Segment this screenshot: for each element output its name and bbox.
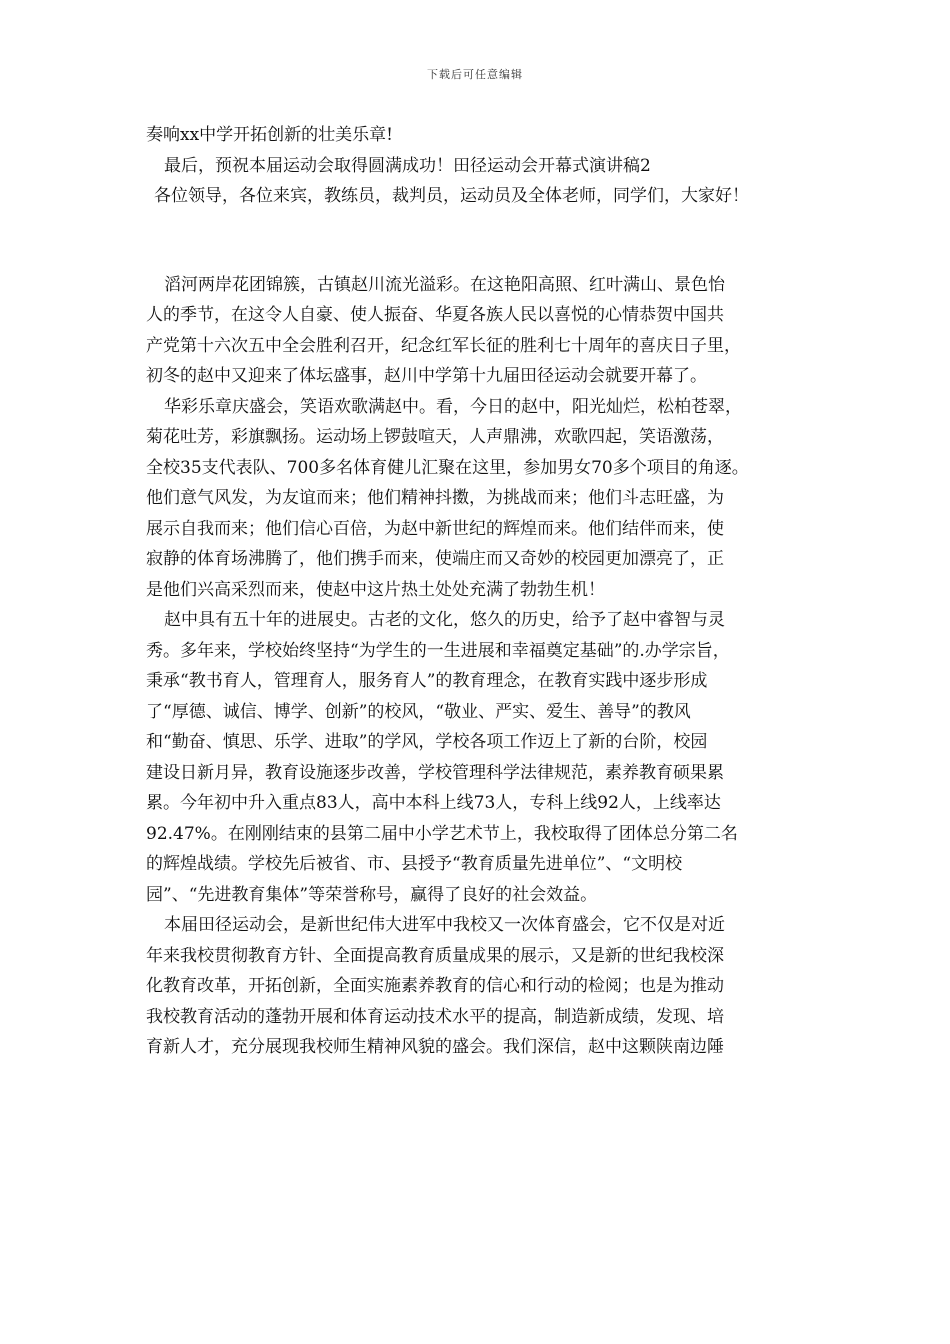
text-line: 和“勤奋、慎思、乐学、进取”的学风，学校各项工作迈上了新的台阶，校园 bbox=[146, 732, 708, 752]
text-line: 化教育改革，开拓创新，全面实施素养教育的信心和行动的检阅；也是为推动 bbox=[146, 976, 724, 996]
text-line: 建设日新月异，教育设施逐步改善，学校管理科学法律规范，素养教育硕果累 bbox=[146, 762, 724, 783]
text-line: 各位领导，各位来宾，教练员，裁判员，运动员及全体老师，同学们，大家好！ bbox=[154, 186, 749, 206]
document-body bbox=[146, 120, 826, 1063]
text-line: 滔河两岸花团锦簇，古镇赵川流光溢彩。在这艳阳高照、红叶满山、景色怡 bbox=[164, 274, 725, 295]
paragraph-gap bbox=[146, 212, 826, 270]
text-line: 全校35支代表队、700多名体育健儿汇聚在这里，参加男女70多个项目的角逐。 bbox=[146, 457, 749, 478]
text-line: 产党第十六次五中全会胜利召开，纪念红军长征的胜利七十周年的喜庆日子里， bbox=[146, 335, 741, 356]
text-line: 他们意气风发，为友谊而来；他们精神抖擞，为挑战而来；他们斗志旺盛，为 bbox=[146, 488, 724, 508]
text-line: 初冬的赵中又迎来了体坛盛事，赵川中学第十九届田径运动会就要开幕了。 bbox=[146, 366, 707, 386]
text-line: 秉承“教书育人，管理育人，服务育人”的教育理念，在教育实践中逐步形成 bbox=[146, 671, 708, 691]
text-line: 寂静的体育场沸腾了，他们携手而来，使端庄而又奇妙的校园更加漂亮了，正 bbox=[146, 549, 724, 569]
text-line: 了“厚德、诚信、博学、创新”的校风，“敬业、严实、爱生、善导”的教风 bbox=[146, 701, 691, 722]
text-line: 奏响xx中学开拓创新的壮美乐章! bbox=[146, 125, 394, 145]
text-line: 人的季节，在这令人自豪、使人振奋、华夏各族人民以喜悦的心情恭贺中国共 bbox=[146, 305, 724, 325]
text-line: 本届田径运动会，是新世纪伟大进军中我校又一次体育盛会，它不仅是对近 bbox=[164, 915, 725, 935]
text-line: 年来我校贯彻教育方针、全面提高教育质量成果的展示，又是新的世纪我校深 bbox=[146, 945, 724, 966]
text-line: 最后，预祝本届运动会取得圆满成功！田径运动会开幕式演讲稿2 bbox=[164, 155, 651, 176]
text-line: 秀。多年来，学校始终坚持“为学生的一生进展和幸福奠定基础”的.办学宗旨， bbox=[146, 640, 730, 661]
text-line: 菊花吐芳，彩旗飘扬。运动场上锣鼓喧天，人声鼎沸，欢歌四起，笑语激荡， bbox=[146, 427, 724, 447]
text-line: 育新人才，充分展现我校师生精神风貌的盛会。我们深信，赵中这颗陕南边陲 bbox=[146, 1037, 724, 1057]
page-header-note: 下载后可任意编辑 bbox=[427, 68, 523, 81]
text-line: 华彩乐章庆盛会，笑语欢歌满赵中。看，今日的赵中，阳光灿烂，松柏苍翠， bbox=[164, 396, 742, 417]
text-line: 我校教育活动的蓬勃开展和体育运动技术水平的提高，制造新成绩，发现、培 bbox=[146, 1006, 724, 1027]
text-line: 赵中具有五十年的进展史。古老的文化，悠久的历史，给予了赵中睿智与灵 bbox=[164, 610, 725, 630]
text-line: 92.47%。在刚刚结束的县第二届中小学艺术节上，我校取得了团体总分第二名 bbox=[146, 823, 738, 844]
text-line: 的辉煌战绩。学校先后被省、市、县授予“教育质量先进单位”、“文明校 bbox=[146, 854, 683, 874]
text-line: 是他们兴高采烈而来，使赵中这片热土处处充满了勃勃生机！ bbox=[146, 579, 605, 600]
text-line: 累。今年初中升入重点83人，高中本科上线73人，专科上线92人，上线率达 bbox=[146, 793, 721, 813]
text-line: 园”、“先进教育集体”等荣誉称号，赢得了良好的社会效益。 bbox=[146, 884, 598, 905]
text-line: 展示自我而来；他们信心百倍，为赵中新世纪的辉煌而来。他们结伴而来，使 bbox=[146, 518, 724, 539]
